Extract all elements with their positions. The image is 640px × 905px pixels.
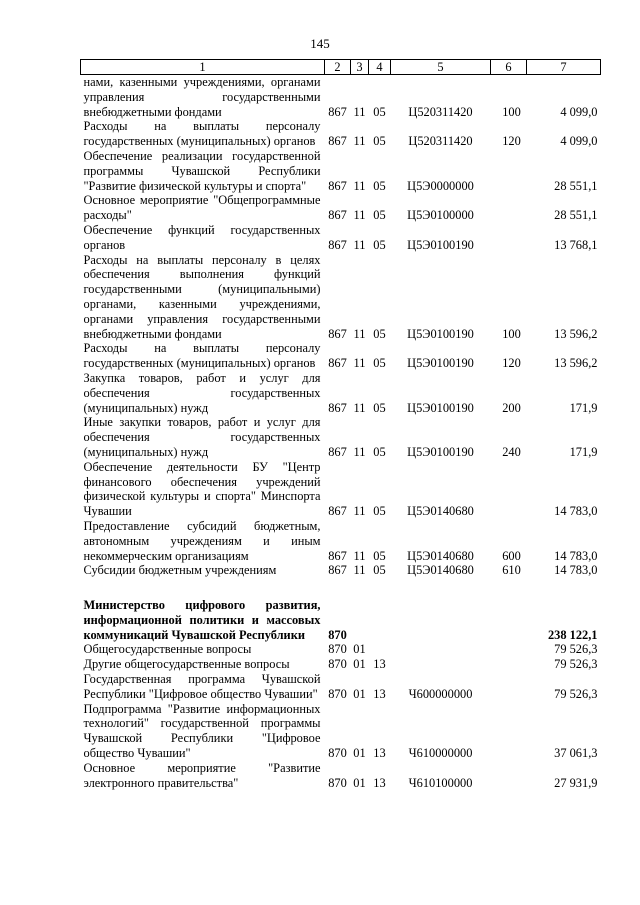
row-section: 11: [353, 504, 366, 519]
row-amount: 79 526,3: [554, 657, 598, 672]
table-row: [81, 253, 601, 342]
row-subsection: 05: [373, 563, 386, 578]
row-section: 11: [353, 563, 366, 578]
row-expense-type: [491, 149, 527, 193]
table-row: [81, 519, 601, 563]
row-name: Расходы на выплаты персоналу государственных (муниципальных) органов: [83, 341, 321, 371]
row-section: 11: [353, 444, 366, 459]
row-section: 01: [353, 657, 366, 672]
row-expense-type: [491, 702, 527, 761]
row-target-article: Ц5Э0140680: [407, 548, 474, 563]
row-target-article: Ц5Э0000000: [407, 178, 474, 193]
row-subsection: 05: [373, 400, 386, 415]
row-target-article: [391, 598, 491, 642]
row-target-article: Ч610000000: [408, 746, 473, 761]
row-section: 11: [353, 208, 366, 223]
row-amount: 14 783,0: [554, 563, 598, 578]
row-expense-type: [491, 657, 527, 672]
row-amount: 14 783,0: [554, 548, 598, 563]
row-expense-type: 120: [502, 356, 521, 371]
row-expense-type: [491, 672, 527, 702]
row-name: Государственная программа Чувашской Республики "Цифровое общество Чувашии": [83, 672, 321, 701]
row-target-article: Ч610100000: [408, 775, 473, 790]
row-section: 11: [353, 356, 366, 371]
table-row: [81, 149, 601, 193]
row-name: Министерство цифрового развития, информационной политики и массовых коммуникаций Чувашской Республики: [83, 598, 321, 642]
row-expense-type: [491, 598, 527, 642]
row-name: Подпрограмма "Развитие информационных технологий" государственной программы Чувашской Республики "Цифровое общество Чувашии": [83, 701, 321, 761]
row-name: Предоставление субсидий бюджетным, автономным учреждениям и иным некоммерческим организациям: [83, 518, 321, 563]
column-header-7: 7: [527, 60, 601, 75]
row-name: Обеспечение деятельности БУ "Центр финансового обеспечения учреждений физической культуры и спорта" Минспорта Чувашии: [83, 459, 321, 519]
row-section: 11: [353, 178, 366, 193]
row-target-article: Ц5Э0140680: [407, 504, 474, 519]
row-amount: 28 551,1: [554, 178, 598, 193]
row-name: Другие общегосударственные вопросы: [83, 657, 290, 672]
row-subsection: 05: [373, 326, 386, 341]
row-target-article: Ц5Э0100190: [407, 356, 474, 371]
table-row: [81, 702, 601, 761]
table-spacer-row: [81, 578, 601, 598]
row-subsection: 05: [373, 504, 386, 519]
row-amount: 27 931,9: [554, 775, 598, 790]
row-subsection: 05: [373, 178, 386, 193]
row-section: 11: [353, 134, 366, 149]
row-amount: 13 596,2: [554, 326, 598, 341]
row-expense-type: [491, 642, 527, 657]
table-row: [81, 75, 601, 120]
row-name: Расходы на выплаты персоналу в целях обеспечения выполнения функций государственными (муниципальными) органами, казенными учреждениями, органами управления государственными внебюджетными фондами: [83, 252, 321, 341]
row-ministry-code: 870: [328, 746, 347, 761]
row-ministry-code: 867: [328, 444, 347, 459]
row-ministry-code: 867: [328, 237, 347, 252]
row-section: 01: [353, 686, 366, 701]
column-header-2: 2: [325, 60, 351, 75]
row-name: Расходы на выплаты персоналу государственных (муниципальных) органов: [83, 119, 321, 149]
row-amount: 13 596,2: [554, 356, 598, 371]
row-name: Закупка товаров, работ и услуг для обеспечения государственных (муниципальных) нужд: [83, 370, 321, 415]
row-expense-type: [491, 223, 527, 253]
row-expense-type: 120: [502, 134, 521, 149]
table-row: [81, 341, 601, 371]
row-amount: 238 122,1: [547, 627, 598, 642]
row-subsection: 13: [373, 746, 386, 761]
row-expense-type: 100: [502, 326, 521, 341]
row-subsection: 13: [373, 686, 386, 701]
row-section: 01: [353, 775, 366, 790]
row-ministry-code: 867: [328, 104, 347, 119]
table-row: [81, 563, 601, 578]
row-expense-type: [491, 460, 527, 519]
row-section: 11: [353, 400, 366, 415]
row-amount: 28 551,1: [554, 208, 598, 223]
row-ministry-code: 867: [328, 504, 347, 519]
row-name: Субсидии бюджетным учреждениям: [83, 563, 277, 578]
row-target-article: [391, 657, 491, 672]
row-amount: 171,9: [569, 444, 598, 459]
row-ministry-code: 867: [328, 400, 347, 415]
row-expense-type: 240: [502, 444, 521, 459]
row-section: [351, 598, 369, 642]
row-target-article: [391, 642, 491, 657]
table-row: [81, 193, 601, 223]
table-row: [81, 642, 601, 657]
table-row: [81, 672, 601, 702]
row-section: 11: [353, 326, 366, 341]
row-amount: 13 768,1: [554, 237, 598, 252]
row-name: Обеспечение реализации государственной программы Чувашской Республики "Развитие физической культуры и спорта": [83, 148, 321, 193]
column-header-4: 4: [369, 60, 391, 75]
row-ministry-code: 870: [328, 627, 347, 642]
row-expense-type: [491, 761, 527, 791]
row-subsection: 05: [373, 444, 386, 459]
spacer-cell: [81, 578, 601, 598]
table-row: [81, 598, 601, 642]
table-row: [81, 761, 601, 791]
row-target-article: Ц520311420: [408, 134, 473, 149]
row-name: Иные закупки товаров, работ и услуг для обеспечения государственных (муниципальных) нужд: [83, 415, 321, 459]
table-row: [81, 371, 601, 415]
row-amount: 4 099,0: [560, 104, 598, 119]
table-row: [81, 415, 601, 459]
row-name: Основное мероприятие "Общепрограммные расходы": [83, 193, 321, 223]
row-amount: 4 099,0: [560, 134, 598, 149]
row-target-article: Ц5Э0100190: [407, 237, 474, 252]
page-number: 145: [310, 36, 330, 51]
row-ministry-code: 867: [328, 326, 347, 341]
row-subsection: 05: [373, 134, 386, 149]
row-amount: 79 526,3: [554, 642, 598, 657]
row-target-article: Ц5Э0100000: [407, 208, 474, 223]
row-expense-type: 610: [502, 563, 521, 578]
table-row: [81, 460, 601, 519]
row-target-article: Ц5Э0100190: [407, 326, 474, 341]
row-ministry-code: 870: [328, 642, 347, 657]
row-subsection: 13: [373, 775, 386, 790]
row-ministry-code: 867: [328, 356, 347, 371]
row-ministry-code: 867: [328, 208, 347, 223]
row-amount: 171,9: [569, 400, 598, 415]
row-ministry-code: 870: [328, 657, 347, 672]
row-expense-type: 200: [502, 400, 521, 415]
table-row: [81, 223, 601, 253]
column-header-6: 6: [491, 60, 527, 75]
table-row: [81, 119, 601, 149]
budget-table: [80, 59, 601, 790]
row-ministry-code: 867: [328, 548, 347, 563]
row-target-article: Ц5Э0140680: [407, 563, 474, 578]
row-subsection: 13: [373, 657, 386, 672]
row-amount: 79 526,3: [554, 686, 598, 701]
column-header-3: 3: [351, 60, 369, 75]
row-name: Обеспечение функций государственных органов: [83, 222, 321, 252]
row-name: Общегосударственные вопросы: [83, 642, 252, 657]
row-expense-type: 600: [502, 548, 521, 563]
row-target-article: Ц520311420: [408, 104, 473, 119]
row-subsection: 05: [373, 104, 386, 119]
row-section: 01: [353, 642, 366, 657]
row-section: 01: [353, 746, 366, 761]
table-header: [81, 60, 601, 75]
row-target-article: Ч600000000: [408, 686, 473, 701]
row-subsection: 05: [373, 208, 386, 223]
row-name: нами, казенными учреждениями, органами управления государственными внебюджетными фондами: [83, 75, 321, 119]
table-row: [81, 657, 601, 672]
row-subsection: 05: [373, 356, 386, 371]
row-section: 11: [353, 548, 366, 563]
column-header-5: 5: [391, 60, 491, 75]
row-section: 11: [353, 104, 366, 119]
row-subsection: [369, 598, 391, 642]
row-target-article: Ц5Э0100190: [407, 444, 474, 459]
row-target-article: Ц5Э0100190: [407, 400, 474, 415]
row-ministry-code: 867: [328, 563, 347, 578]
row-ministry-code: 867: [328, 134, 347, 149]
row-subsection: 05: [373, 237, 386, 252]
row-ministry-code: 870: [328, 775, 347, 790]
row-ministry-code: 870: [328, 686, 347, 701]
row-ministry-code: 867: [328, 178, 347, 193]
column-header-1: 1: [81, 60, 325, 75]
row-amount: 37 061,3: [554, 746, 598, 761]
row-expense-type: 100: [502, 104, 521, 119]
table-body: [81, 75, 601, 791]
row-section: 11: [353, 237, 366, 252]
row-name: Основное мероприятие "Развитие электронного правительства": [83, 760, 321, 790]
row-subsection: [369, 642, 391, 657]
row-amount: 14 783,0: [554, 504, 598, 519]
row-expense-type: [491, 193, 527, 223]
row-subsection: 05: [373, 548, 386, 563]
